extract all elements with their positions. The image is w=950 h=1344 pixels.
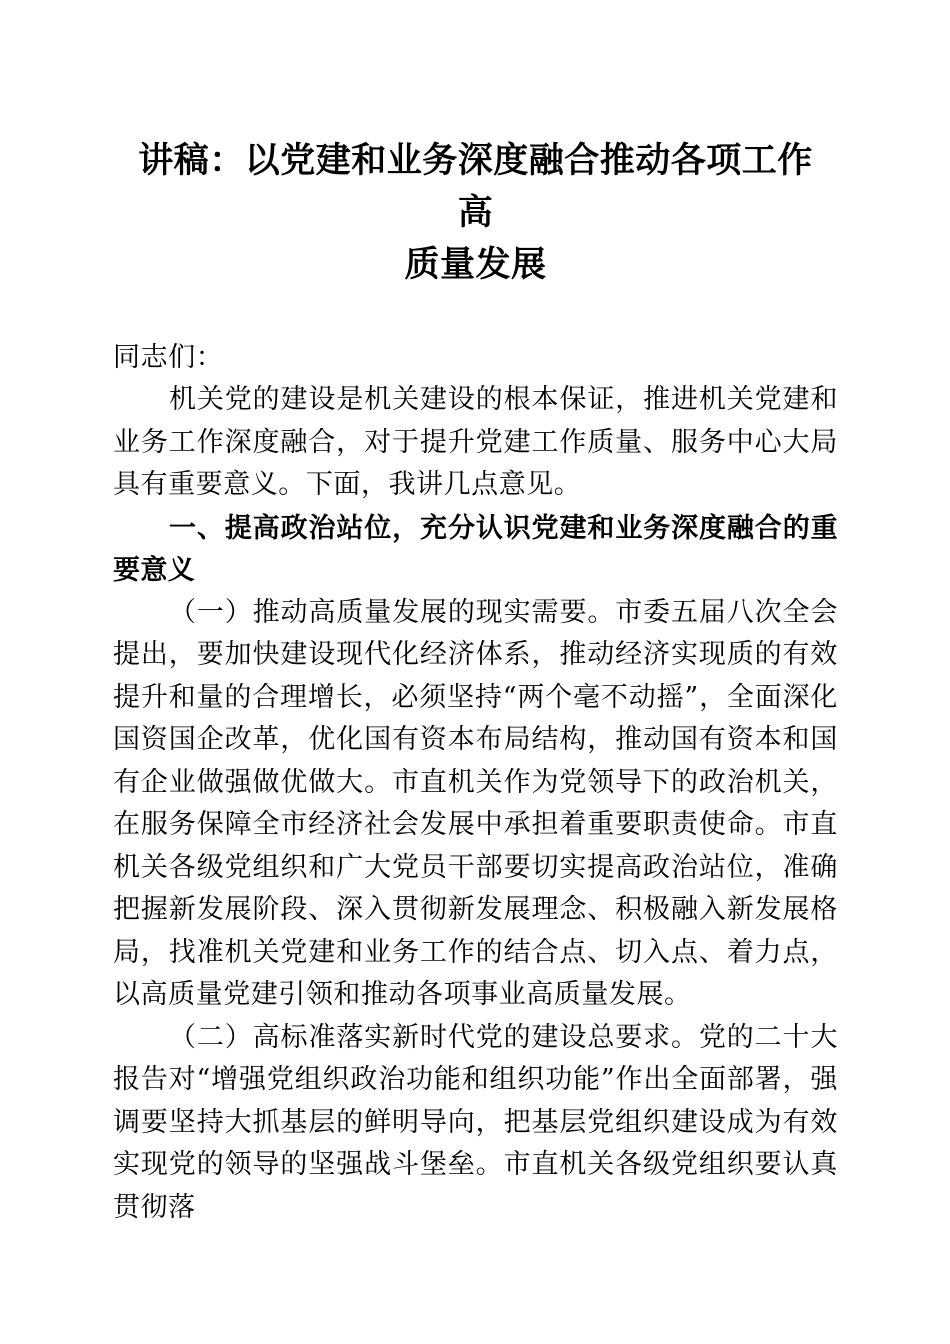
page-title-line-1: 讲稿：以党建和业务深度融合推动各项工作高 [138, 141, 813, 232]
section-1-item-2-paragraph: （二）高标准落实新时代党的建设总要求。党的二十大报告对“增强党组织政治功能和组织功能”作出全面部署，强调要坚持大抓基层的鲜明导向，把基层党组织建设成为有效实现党的领导的坚强战斗堡垒。市直机关各级党组织要认真贯彻落 [113, 1021, 838, 1223]
section-heading-1: 一、提高政治站位，充分认识党建和业务深度融合的重要意义 [113, 512, 838, 585]
section-1-item-1-paragraph: （一）推动高质量发展的现实需要。市委五届八次全会提出，要加快建设现代化经济体系，推动经济实现质的有效提升和量的合理增长，必须坚持“两个毫不动摇”，全面深化国资国企改革，优化国有资本布局结构，推动国有资本和国有企业做强做优做大。市直机关作为党领导下的政治机关，在服务保障全市经济社会发展中承担着重要职责使命。市直机关各级党组织和广大党员干部要切实提高政治站位，准确把握新发展阶段、深入贯彻新发展理念、积极融入新发展格局，找准机关党建和业务工作的结合点、切入点、着力点，以高质量党建引领和推动各项事业高质量发展。 [113, 596, 838, 1010]
salutation: 同志们： [113, 342, 224, 373]
page-title [113, 135, 838, 291]
intro-paragraph: 机关党的建设是机关建设的根本保证，推进机关党建和业务工作深度融合，对于提升党建工作质量、服务中心大局具有重要意义。下面，我讲几点意见。 [113, 384, 838, 500]
page-title-line-2: 质量发展 [404, 245, 547, 284]
